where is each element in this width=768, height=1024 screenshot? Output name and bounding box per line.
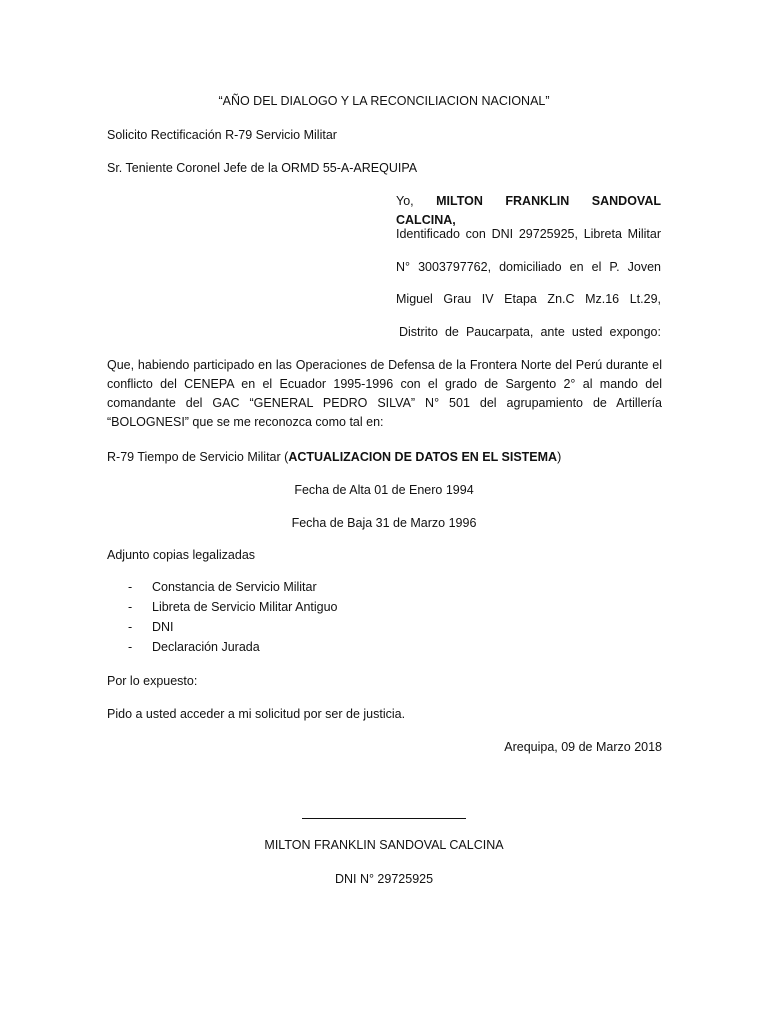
list-item — [128, 618, 338, 638]
body-line-1: Que, habiendo participado en las Operaciones de Defensa de la Frontera Norte del Perú durante el — [107, 358, 662, 372]
list-item — [128, 638, 338, 658]
fecha-alta: Fecha de Alta 01 de Enero 1994 — [294, 483, 474, 497]
applicant-name: MILTON FRANKLIN SANDOVAL CALCINA, — [396, 194, 661, 227]
list-dash: - — [128, 600, 133, 614]
list-dash: - — [128, 620, 133, 634]
body-line-2: conflicto del CENEPA en el Ecuador 1995-1996 con el grado de Sargento 2° al mando del — [107, 377, 662, 391]
intro-line-2: Identificado con DNI 29725925, Libreta Militar — [396, 227, 661, 241]
list-item-text: Libreta de Servicio Militar Antiguo — [152, 600, 338, 614]
r79-bold: ACTUALIZACION DE DATOS EN EL SISTEMA — [288, 450, 558, 464]
attachments-heading: Adjunto copias legalizadas — [107, 548, 256, 562]
list-dash: - — [128, 640, 133, 654]
list-dash: - — [128, 580, 133, 594]
intro-line-5: Distrito de Paucarpata, ante usted expongo: — [399, 325, 661, 339]
list-item-text: DNI — [152, 620, 174, 634]
signature-dni: DNI N° 29725925 — [334, 872, 434, 886]
list-item-text: Constancia de Servicio Militar — [152, 580, 317, 594]
date-line: Arequipa, 09 de Marzo 2018 — [504, 740, 662, 754]
list-item-text: Declaración Jurada — [152, 640, 260, 654]
signature-name: MILTON FRANKLIN SANDOVAL CALCINA — [264, 838, 504, 852]
r79-prefix: R-79 Tiempo de Servicio Militar ( — [107, 450, 289, 464]
motto: “AÑO DEL DIALOGO Y LA RECONCILIACION NACIONAL” — [218, 94, 550, 108]
subject-line: Solicito Rectificación R-79 Servicio Militar — [107, 128, 337, 142]
addressee-line: Sr. Teniente Coronel Jefe de la ORMD 55-A-AREQUIPA — [107, 161, 418, 175]
signature-line — [302, 818, 466, 819]
body-line-4: “BOLOGNESI” que se me reconozca como tal en: — [107, 415, 384, 429]
intro-line-4: Miguel Grau IV Etapa Zn.C Mz.16 Lt.29, — [396, 292, 661, 306]
attachments-list — [128, 578, 338, 658]
intro-line-3: N° 3003797762, domiciliado en el P. Joven — [396, 260, 661, 274]
body-line-3: comandante del GAC “GENERAL PEDRO SILVA” N° 501 del agrupamiento de Artillería — [107, 396, 662, 410]
list-item — [128, 598, 338, 618]
closing-line-2: Pido a usted acceder a mi solicitud por ser de justicia. — [107, 707, 406, 721]
r79-suffix: ) — [557, 450, 562, 464]
list-item — [128, 578, 338, 598]
closing-line-1: Por lo expuesto: — [107, 674, 198, 688]
r79-line — [107, 448, 561, 467]
fecha-baja: Fecha de Baja 31 de Marzo 1996 — [291, 516, 477, 530]
intro-yo: Yo, — [396, 194, 414, 208]
body-paragraph — [107, 356, 662, 432]
